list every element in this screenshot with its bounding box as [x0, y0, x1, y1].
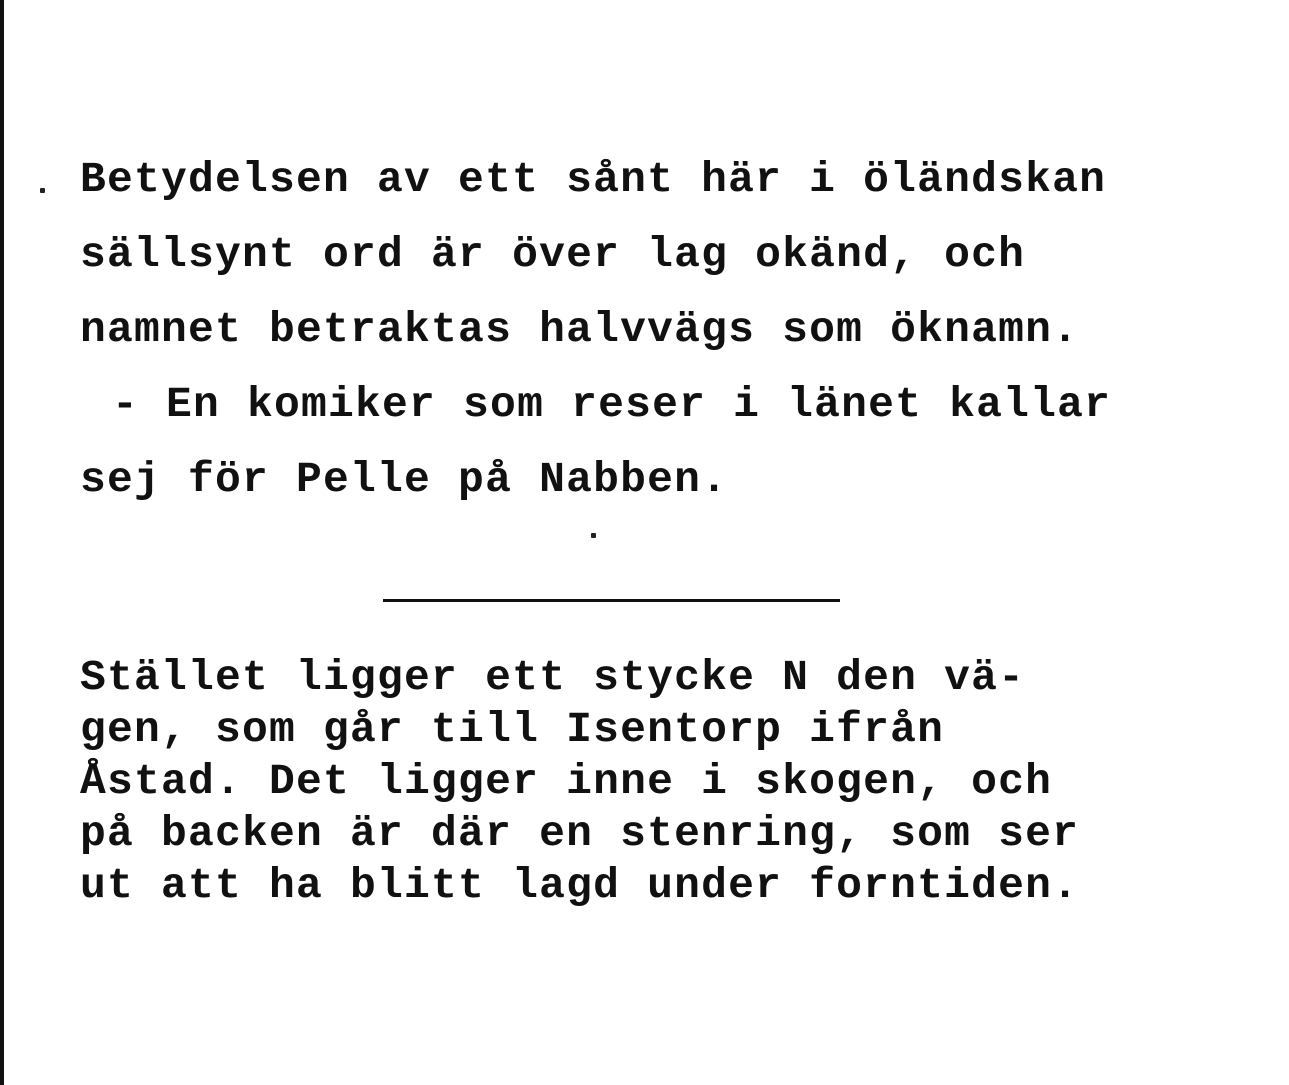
paragraph2-line: Stället ligger ett stycke N den vä- — [80, 653, 1026, 702]
paragraph2-line: ut att ha blitt lagd under forntiden. — [80, 861, 1080, 910]
paragraph2-line: på backen är där en stenring, som ser — [80, 809, 1080, 858]
scan-dot — [40, 188, 45, 193]
paragraph1-line: sej för Pelle på Nabben. — [80, 455, 729, 504]
paragraph1-line: - En komiker som reser i länet kallar — [112, 380, 1112, 429]
paragraph2-line: gen, som går till Isentorp ifrån — [80, 705, 945, 754]
paragraph1-line: Betydelsen av ett sånt här i öländskan — [80, 155, 1107, 204]
scan-dot — [591, 533, 596, 538]
paragraph2-line: Åstad. Det ligger inne i skogen, och — [80, 757, 1053, 806]
separator-rule — [383, 599, 840, 602]
page-left-edge — [0, 0, 4, 1085]
paragraph1-line: sällsynt ord är över lag okänd, och — [80, 230, 1026, 279]
paragraph1-line: namnet betraktas halvvägs som öknamn. — [80, 305, 1080, 354]
